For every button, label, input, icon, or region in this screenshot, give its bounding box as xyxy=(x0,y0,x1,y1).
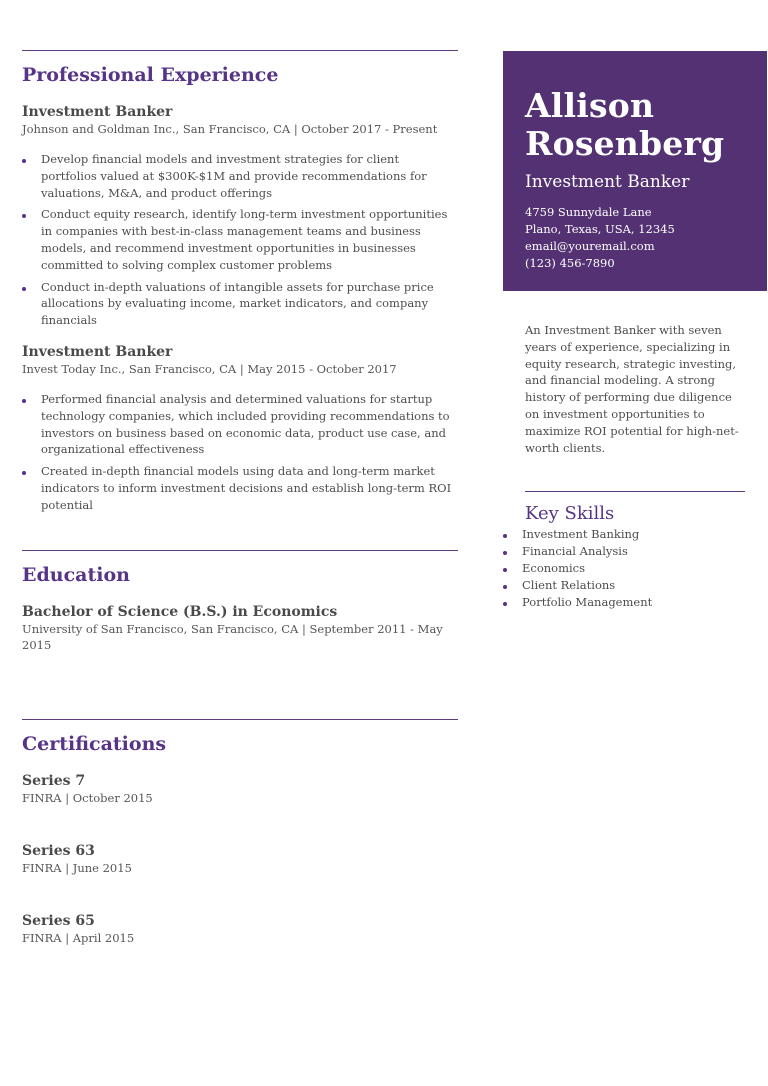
list-item: Performed financial analysis and determined valuations for startup technology companies, which included providing recommendations to investors on business based on economic data, product use case, and organizational effectiveness xyxy=(22,391,458,458)
address-line: 4759 Sunnydale Lane xyxy=(525,205,652,219)
job-title: Investment Banker xyxy=(22,343,173,360)
education-heading: Education xyxy=(22,563,130,586)
job-bullets xyxy=(22,391,458,514)
email[interactable]: email@youremail.com xyxy=(525,239,655,253)
list-item: Conduct in-depth valuations of intangible assets for purchase price allocations by evaluating income, market indicators, and company financials xyxy=(22,279,458,329)
education-entry xyxy=(22,603,458,653)
main-column xyxy=(22,50,458,946)
certification-meta: FINRA | October 2015 xyxy=(22,790,153,805)
job-title-header: Investment Banker xyxy=(525,172,690,192)
job-entry xyxy=(22,343,458,514)
section-divider xyxy=(22,50,458,51)
job-meta: Invest Today Inc., San Francisco, CA | May 2015 - October 2017 xyxy=(22,361,397,376)
skill-item: Financial Analysis xyxy=(503,543,767,560)
certification-name: Series 7 xyxy=(22,772,86,789)
list-item: Conduct equity research, identify long-term investment opportunities in companies with best-in-class management teams and business models, and recommend investment opportunities in businesses committed to solving complex customer problems xyxy=(22,206,458,273)
section-divider xyxy=(525,491,745,492)
skill-item: Economics xyxy=(503,560,767,577)
certification-name: Series 65 xyxy=(22,912,95,929)
job-meta: Johnson and Goldman Inc., San Francisco, CA | October 2017 - Present xyxy=(22,122,438,136)
job-title: Investment Banker xyxy=(22,104,173,120)
certification-meta: FINRA | June 2015 xyxy=(22,860,132,875)
skills-heading: Key Skills xyxy=(525,503,615,525)
section-divider xyxy=(22,719,458,720)
certification-entry xyxy=(22,842,458,876)
skills-list xyxy=(503,526,767,610)
section-divider xyxy=(22,550,458,551)
certification-meta: FINRA | April 2015 xyxy=(22,930,135,945)
city-line: Plano, Texas, USA, 12345 xyxy=(525,222,675,236)
summary: An Investment Banker with seven years of experience, specializing in equity research, strategic investing, and financial modeling. A strong history of performing due diligence on investment opportunities to maximize ROI potential for high-net-worth clients. xyxy=(525,323,739,455)
certifications-heading: Certifications xyxy=(22,732,167,755)
experience-heading: Professional Experience xyxy=(22,64,279,86)
contact-info xyxy=(525,204,747,272)
certification-entry xyxy=(22,912,458,946)
certification-name: Series 63 xyxy=(22,842,95,859)
name-first: Allison xyxy=(525,86,655,125)
phone: (123) 456-7890 xyxy=(525,256,615,270)
job-entry xyxy=(22,103,458,329)
sidebar xyxy=(503,51,767,610)
skill-item: Portfolio Management xyxy=(503,594,767,611)
skill-item: Client Relations xyxy=(503,577,767,594)
skill-item: Investment Banking xyxy=(503,526,767,543)
list-item: Created in-depth financial models using data and long-term market indicators to inform investment decisions and establish long-term ROI potential xyxy=(22,463,458,513)
job-bullets xyxy=(22,151,458,329)
certification-entry xyxy=(22,772,458,806)
degree: Bachelor of Science (B.S.) in Economics xyxy=(22,603,338,620)
list-item: Develop financial models and investment strategies for client portfolios valued at $300K-$1M and provide recommendations for valuations, M&A, and product offerings xyxy=(22,151,458,201)
education-meta: University of San Francisco, San Francisco, CA | September 2011 - May 2015 xyxy=(22,621,443,652)
header-box xyxy=(503,51,767,291)
name-last: Rosenberg xyxy=(525,124,725,163)
